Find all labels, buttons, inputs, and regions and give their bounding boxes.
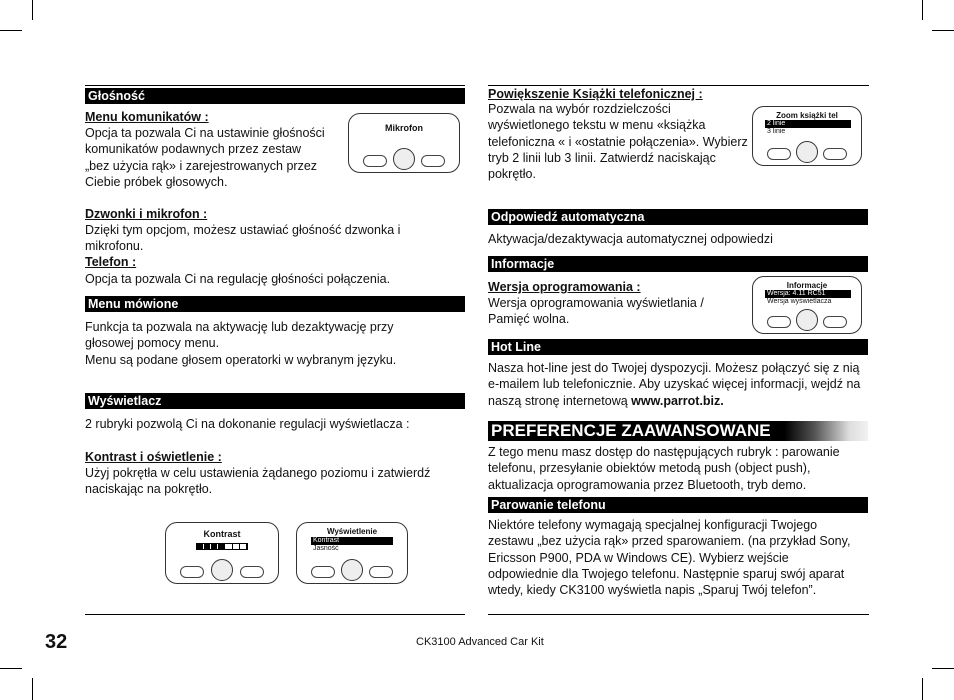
device-illustration-wyswietlenie: [296, 522, 408, 584]
crop-mark: [932, 30, 954, 31]
section-header-preferencje: PREFERENCJE ZAAWANSOWANE: [488, 421, 868, 441]
section-header-wyswietlacz: Wyświetlacz: [85, 393, 465, 409]
device-screen-title: Kontrast: [203, 529, 241, 539]
paragraph-menu-mowione-2: Menu są podane głosem operatorki w wybranym języku.: [85, 353, 397, 367]
device-screen: [176, 527, 268, 557]
crop-mark: [0, 30, 22, 31]
device-knob-icon: [393, 148, 415, 170]
device-right-button: [823, 148, 847, 160]
contrast-level-bar: [196, 543, 248, 550]
device-menu-item: Wersja wyświetlacza: [767, 298, 832, 305]
device-screen-title: Zoom książki tel: [776, 111, 838, 120]
crop-mark: [0, 668, 22, 669]
device-right-button: [240, 566, 264, 578]
device-left-button: [767, 316, 791, 328]
section-header-informacje: Informacje: [488, 256, 868, 272]
device-screen-title: Wyświetlenie: [326, 527, 378, 536]
device-knob-icon: [341, 559, 363, 581]
device-illustration-informacje: [752, 276, 862, 334]
device-menu-item: Jasność: [313, 545, 339, 552]
crop-mark: [32, 678, 33, 700]
device-left-button: [363, 155, 387, 167]
paragraph-menu-komunikatow: Opcja ta pozwala Ci na ustawinie głośności komunikatów podawnych przez zestaw „bez użycia rąk» i zarejestrowanych przez Ciebie próbek głosowych.: [85, 126, 325, 189]
paragraph-wyswietlacz-intro: 2 rubryki pozwolą Ci na dokonanie regulacji wyświetlacza :: [85, 417, 410, 431]
paragraph-menu-mowione-1: Funkcja ta pozwala na aktywację lub dezaktywację przy głosowej pomocy menu.: [85, 320, 394, 351]
section-header-menu-mowione: Menu mówione: [85, 296, 465, 312]
device-right-button: [823, 316, 847, 328]
device-illustration-zoom: [752, 106, 862, 166]
paragraph-odpowiedz: Aktywacja/dezaktywacja automatycznej odpowiedzi: [488, 232, 773, 246]
device-left-button: [767, 148, 791, 160]
subheading-kontrast: Kontrast i oświetlenie :: [85, 450, 222, 464]
paragraph-parowanie: Niektóre telefony wymagają specjalnej konfiguracji Twojego zestawu „bez użycia rąk» przed sparowaniem. (na przykład Sony, Ericsson P900, PDA w Windows CE). Wybierz wejście odpowiednie dla Twojego telefonu. Następnie sparuj swój aparat wtedy, kiedy CK3100 wyświetla napis „Sparuj Twój telefon”.: [488, 518, 851, 598]
device-menu-item-selected: Kontrast: [311, 537, 393, 545]
device-knob-icon: [796, 309, 818, 331]
subheading-wersja: Wersja oprogramowania :: [488, 280, 641, 294]
device-menu-item-selected: 2 linie: [765, 120, 851, 128]
crop-mark: [932, 668, 954, 669]
section-header-odpowiedz: Odpowiedź automatyczna: [488, 209, 868, 225]
device-knob-icon: [211, 559, 233, 581]
paragraph-wersja: Wersja oprogramowania wyświetlania / Pamięć wolna.: [488, 296, 704, 327]
top-rule-left: [85, 85, 465, 86]
device-right-button: [369, 566, 393, 578]
section-header-parowanie: Parowanie telefonu: [488, 497, 868, 513]
device-left-button: [180, 566, 204, 578]
crop-mark: [922, 0, 923, 20]
page-number: 32: [45, 631, 68, 653]
subheading-menu-komunikatow: Menu komunikatów :: [85, 110, 209, 124]
crop-mark: [32, 0, 33, 20]
device-screen: [763, 111, 851, 141]
device-screen: [763, 281, 851, 311]
paragraph-powiekszenie: Pozwala na wybór rozdzielczości wyświetlonego tekstu w menu «książka telefoniczna « i «ostatnie połączenia». Wybierz tryb 2 linii lub 3 linii. Zatwierdź naciskając pokrętło.: [488, 102, 748, 182]
device-illustration-kontrast: [165, 522, 279, 584]
device-screen-title: Informacje: [786, 281, 828, 290]
subheading-dzwonki: Dzwonki i mikrofon :: [85, 207, 208, 221]
device-knob-icon: [796, 141, 818, 163]
website-link[interactable]: www.parrot.biz.: [631, 393, 724, 408]
device-screen: [307, 527, 397, 557]
section-header-glosnosc: Głośność: [85, 88, 465, 104]
paragraph-kontrast: Użyj pokrętła w celu ustawienia żądanego poziomu i zatwierdź naciskając na pokrętło.: [85, 466, 431, 497]
paragraph-preferencje: Z tego menu masz dostęp do następujących rubryk : parowanie telefonu, przesyłanie obiektów metodą push (object push), aktualizacja oprogramowania przez Bluetooth, tryb demo.: [488, 445, 840, 492]
device-menu-item: 3 linie: [767, 128, 786, 135]
device-screen: [359, 118, 449, 148]
subheading-powiekszenie: Powiększenie Książki telefonicznej :: [488, 87, 703, 101]
device-menu-item-selected: Wersja: 4.11 RC51: [765, 290, 851, 298]
footer-product-name: CK3100 Advanced Car Kit: [416, 636, 544, 648]
subheading-telefon: Telefon :: [85, 255, 137, 269]
device-right-button: [421, 155, 445, 167]
paragraph-hotline: [488, 360, 872, 409]
crop-mark: [922, 678, 923, 700]
bottom-rule-right: [488, 614, 869, 615]
section-header-hotline: Hot Line: [488, 339, 868, 355]
bottom-rule-left: [85, 614, 465, 615]
hotline-text: Nasza hot-line jest do Twojej dyspozycji. Możesz połączyć się z nią e-mailem lub telefonicznie. Aby uzyskać więcej informacji, wejdź na naszą stronę internetową: [488, 361, 861, 408]
paragraph-telefon: Opcja ta pozwala Ci na regulację głośności połączenia.: [85, 272, 391, 286]
paragraph-dzwonki: Dzięki tym opcjom, możesz ustawiać głośność dzwonka i mikrofonu.: [85, 223, 401, 254]
device-left-button: [311, 566, 335, 578]
device-illustration-mikrofon: [348, 113, 460, 173]
device-screen-title: Mikrofon: [385, 123, 423, 133]
